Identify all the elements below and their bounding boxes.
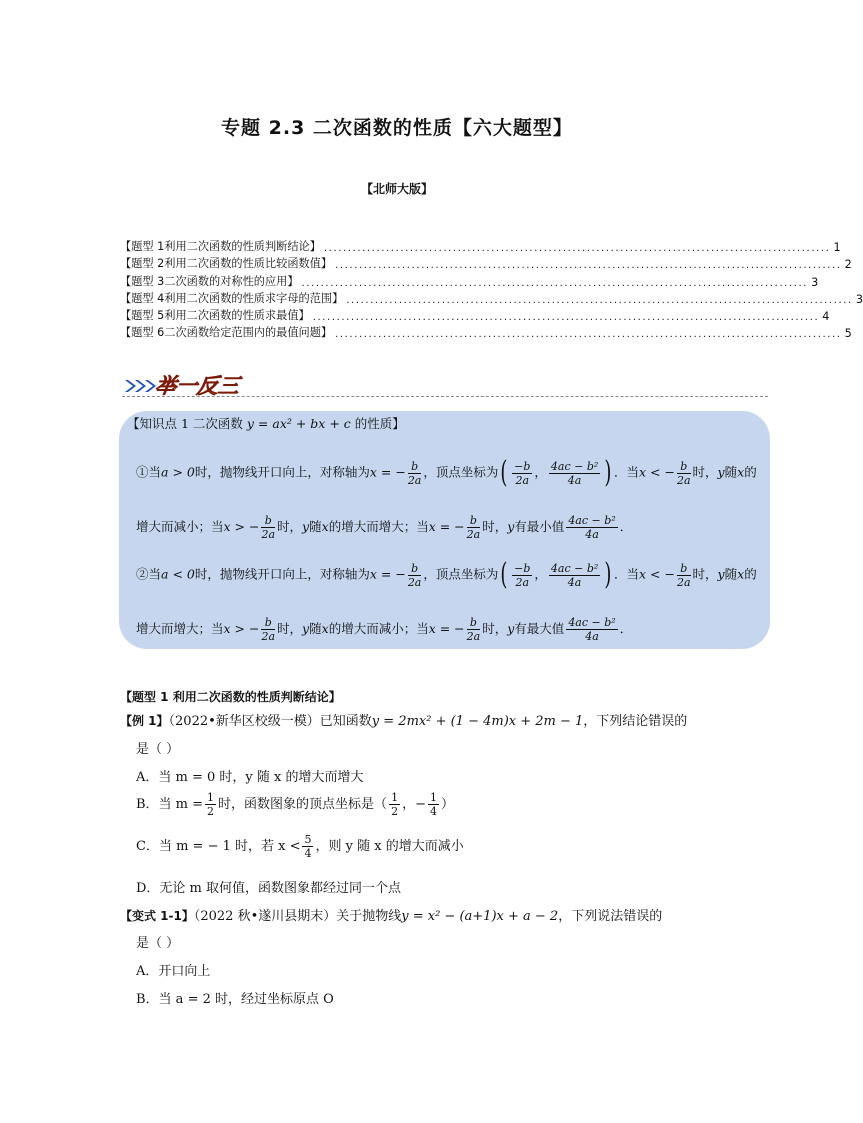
option-d[interactable]: D．无论 m 取何值，函数图象都经过同一个点 [136,881,402,896]
toc-leader: .......................................................................................................... [346,294,853,306]
page-title: 专题 2.3 二次函数的性质【六大题型】 [221,117,573,139]
toc-text: 二次函数的对称性的应用】 [164,274,299,288]
fraction: $\frac{\text{4ac − b²}}{4a}$ [550,459,599,487]
toc-tag: 【题型 1 [120,240,165,254]
toc-page: 4 [822,309,830,323]
toc-row[interactable] [120,271,819,289]
variant-1-1-stem: 【变式 1-1】（2022 秋•遂川县期末）关于抛物线y = x² − (a+1)x + a − 2，下列说法错误的 [120,909,663,924]
example-1-stem-cont: 是（ ） [136,742,180,757]
toc-page: 2 [844,258,852,272]
banner-text: 举一反三 [153,373,241,398]
fraction: $\frac{\text{4ac − b²}}{4a}$ [568,616,616,643]
toc-row[interactable] [120,289,863,306]
fraction: $\frac{1}{2}$ [391,791,399,818]
fraction: $\frac{\text{4ac − b²}}{4a}$ [550,561,599,589]
toc-tag: 【题型 4 [120,291,165,305]
toc-page: 1 [833,241,841,255]
knowledge-heading: 【知识点 1 二次函数 y = ax² + bx + c 的性质】 [127,416,405,431]
toc-leader: .......................................................................................................... [301,277,809,289]
chevron-arrows-icon [125,380,156,392]
example-1-stem: 【例 1】（2022•新华区校级一模）已知函数y = 2mx² + (1 − 4m)x + 2m − 1，下列结论错误的 [120,714,688,729]
variant-option-a[interactable]: A．开口向上 [136,964,211,979]
fraction: $\frac{b}{2a}$ [407,561,422,589]
toc-tag: 【题型 2 [120,257,165,271]
fraction: $\frac{5}{4}$ [304,833,312,860]
toc-leader: .......................................................................................................... [335,329,842,341]
toc-page: 5 [844,327,852,341]
fraction: $\frac{b}{2a}$ [261,616,276,643]
fraction: $\frac{-b}{2a}$ [514,459,531,487]
variant-1-1-stem-cont: 是（ ） [136,936,180,951]
table-of-contents [120,237,863,341]
toc-leader: .......................................................................................................... [312,311,820,323]
knowledge-line-4: 增大而增大；当x > − $\frac{b}{2a}$ 时，y随x的增大而减小；当x = − $\frac{b}{2a}$ 时，y有最大值 $\frac{\text{4ac − b²}}{4a}$ ． [136,616,633,643]
toc-tag: 【题型 6 [120,326,165,340]
toc-page: 3 [855,292,863,306]
toc-page: 3 [811,275,819,289]
toc-text: 利用二次函数的性质求字母的范围】 [164,291,344,305]
fraction: $\frac{b}{2a}$ [466,514,481,541]
toc-text: 二次函数给定范围内的最值问题】 [164,326,333,340]
option-b[interactable]: B．当 m = $\frac{1}{2}$ 时，函数图象的顶点坐标是（ $\frac{1}{2}$ ，− $\frac{1}{4}$ ） [136,791,454,818]
toc-leader: .......................................................................................................... [323,243,831,255]
knowledge-line-2: 增大而减小；当x > − $\frac{b}{2a}$ 时，y随x的增大而增大；当x = − $\frac{b}{2a}$ 时，y有最小值 $\frac{\text{4ac − b²}}{4a}$ ． [136,514,633,541]
fraction: $\frac{-b}{2a}$ [514,561,531,589]
fraction: $\frac{1}{2}$ [207,791,215,818]
toc-tag: 【题型 5 [120,308,165,322]
toc-row[interactable] [120,254,852,272]
fraction: $\frac{b}{2a}$ [676,459,691,487]
fraction: $\frac{b}{2a}$ [676,561,691,589]
variant-option-b[interactable]: B．当 a = 2 时，经过坐标原点 O [136,992,334,1007]
toc-text: 利用二次函数的性质求最值】 [164,308,310,322]
toc-text: 利用二次函数的性质判断结论】 [164,240,321,254]
toc-leader: .......................................................................................................... [335,260,842,272]
section-banner [122,366,322,400]
banner-divider [122,396,768,397]
edition-label: 【北师大版】 [360,182,433,196]
toc-tag: 【题型 3 [120,274,165,288]
knowledge-line-3: ②当a < 0时，抛物线开口向上，对称轴为x = − $\frac{b}{2a}$ ，顶点坐标为( $\frac{-b}{2a}$ ， $\frac{\text{4ac − b²}}{4a}$ ) ．当x < − $\frac{b}{2a}$ 时，y随x的 [136,557,757,592]
fraction: $\frac{\text{4ac − b²}}{4a}$ [568,514,616,541]
fraction: $\frac{b}{2a}$ [466,616,481,643]
toc-row[interactable] [120,323,852,341]
fraction: $\frac{b}{2a}$ [407,459,422,487]
option-a[interactable]: A．当 m = 0 时，y 随 x 的增大而增大 [136,770,364,785]
knowledge-line-1: ①当a > 0时，抛物线开口向上，对称轴为x = − $\frac{b}{2a}$ ，顶点坐标为( $\frac{-b}{2a}$ ， $\frac{\text{4ac − b²}}{4a}$ ) ．当x < − $\frac{b}{2a}$ 时，y随x的 [136,455,757,490]
fraction: $\frac{b}{2a}$ [261,514,276,541]
option-c[interactable]: C．当 m = − 1 时，若 x < $\frac{5}{4}$ ，则 y 随 x 的增大而减小 [136,833,464,860]
fraction: $\frac{1}{4}$ [429,791,437,818]
toc-text: 利用二次函数的性质比较函数值】 [164,257,333,271]
section-heading: 【题型 1 利用二次函数的性质判断结论】 [120,690,341,704]
toc-row[interactable] [120,237,841,255]
toc-row[interactable] [120,306,830,323]
